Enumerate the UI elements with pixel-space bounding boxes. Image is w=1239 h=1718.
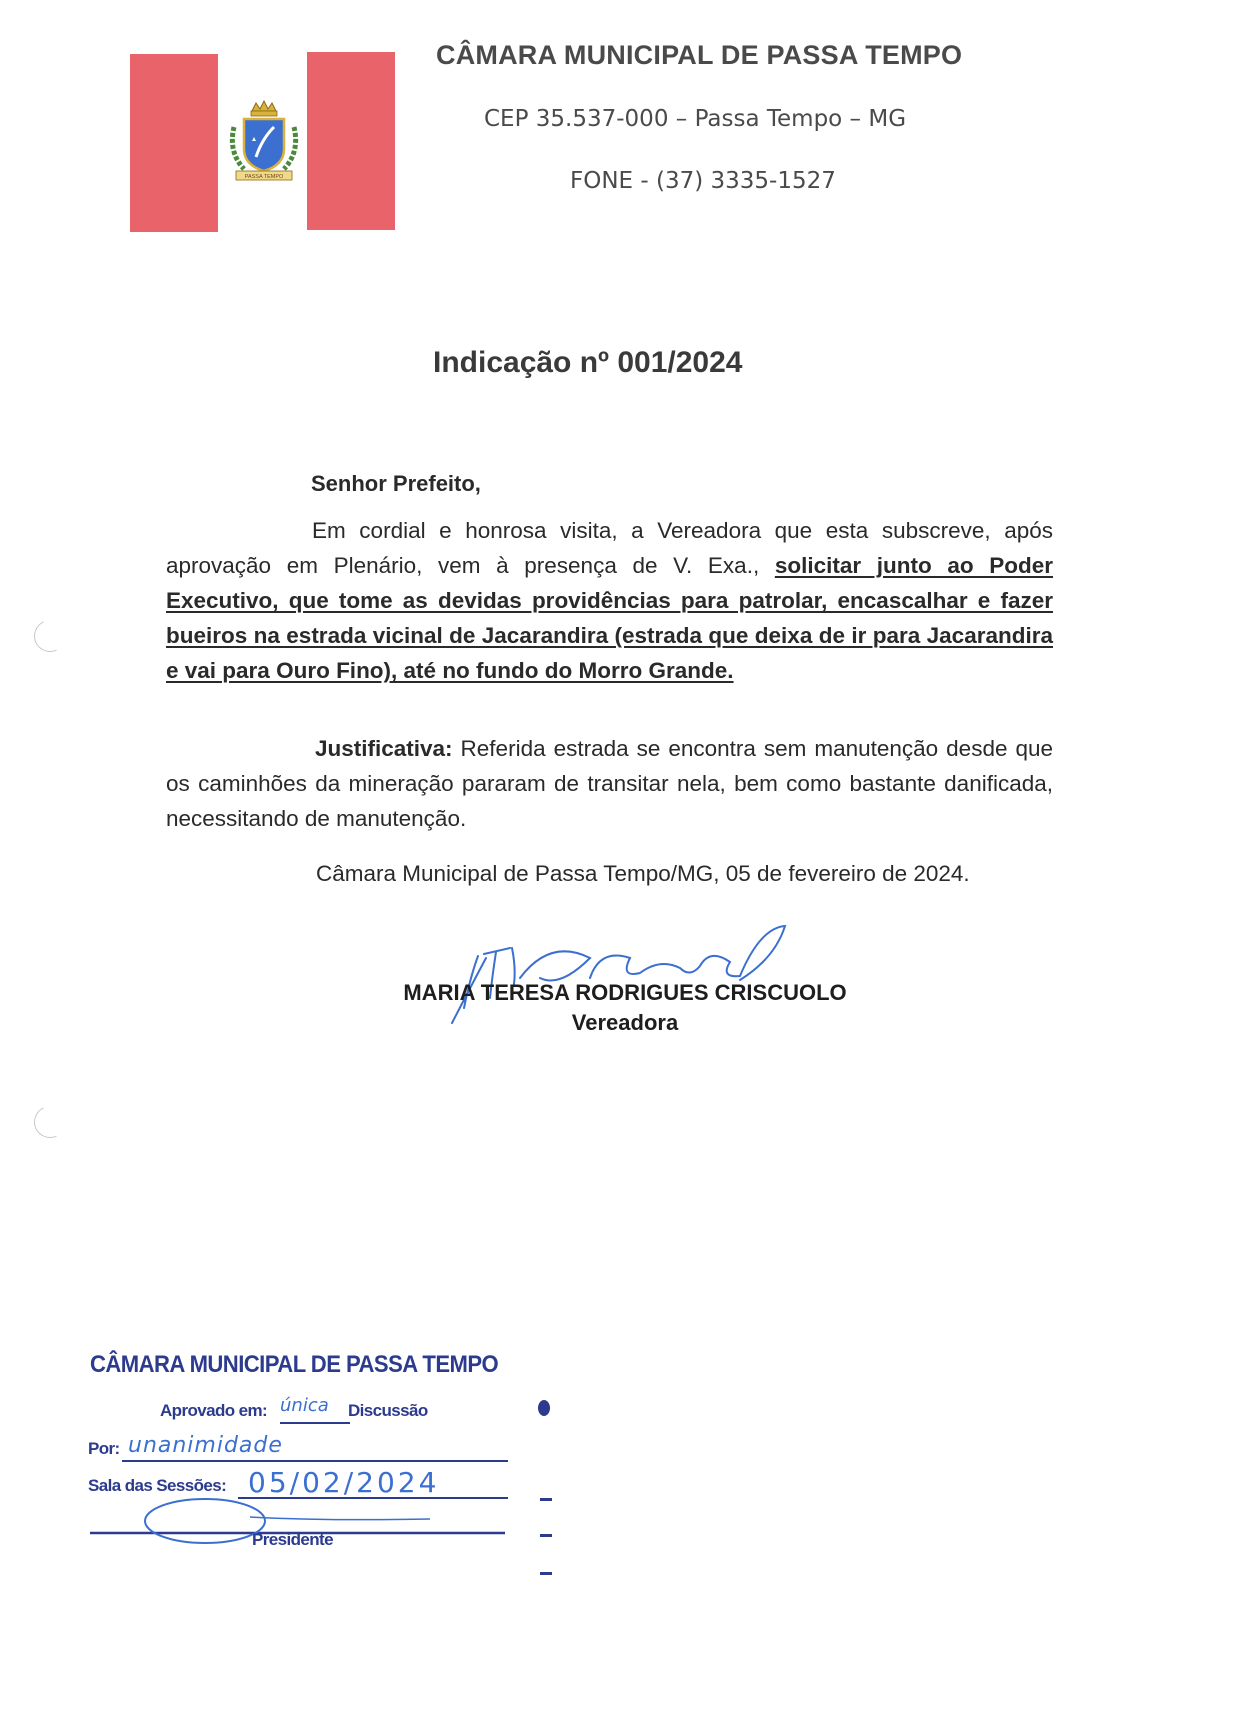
institution-address: CEP 35.537-000 – Passa Tempo – MG [484, 106, 907, 132]
signatory-role: Vereadora [571, 1010, 679, 1035]
ink-dash [540, 1534, 552, 1537]
stamp-session-label: Sala das Sessões: [88, 1476, 227, 1495]
stamp-session-value: 05/02/2024 [248, 1466, 440, 1499]
stamp-approved-value: única [280, 1395, 329, 1416]
institution-phone: FONE - (37) 3335-1527 [570, 168, 836, 194]
request-paragraph [166, 513, 1053, 688]
justification-label: Justificativa: [315, 736, 453, 761]
request-text: solicitar junto ao Poder Executivo, que tome as devidas providências para patrolar, encascalhar e fazer bueiros na estrada vicinal de Jacarandira (estrada que deixa de ir para Jacarandira e vai para Ouro Fino), até no fundo do Morro Grande. [166, 553, 1053, 683]
municipal-flag [130, 52, 395, 230]
approval-stamp [80, 1345, 580, 1575]
justification-paragraph [166, 731, 1053, 836]
stamp-approved-label: Aprovado em: [160, 1401, 268, 1420]
stamp-title: CÂMARA MUNICIPAL DE PASSA TEMPO [90, 1351, 499, 1378]
place-and-date: Câmara Municipal de Passa Tempo/MG, 05 de fevereiro de 2024. [316, 861, 970, 886]
salutation: Senhor Prefeito, [311, 471, 481, 496]
justification-text: Referida estrada se encontra sem manutenção desde que os caminhões da mineração pararam de transitar nela, bem como bastante danificada, necessitando de manutenção. [166, 736, 1053, 831]
ink-dot [538, 1400, 550, 1416]
coat-of-arms-icon [222, 97, 306, 189]
stamp-by-label: Por: [88, 1439, 120, 1458]
ink-dash [540, 1498, 552, 1501]
stamp-president-label: Presidente [252, 1530, 333, 1549]
punch-hole-mark [29, 615, 70, 656]
flag-red-band-left [130, 54, 218, 232]
stamp-discussion-label: Discussão [348, 1401, 428, 1420]
stamp-by-value: unanimidade [128, 1433, 283, 1458]
punch-hole-mark [29, 1101, 70, 1142]
institution-name: CÂMARA MUNICIPAL DE PASSA TEMPO [436, 40, 963, 70]
coat-motto: PASSA TEMPO [244, 174, 284, 180]
signatory-name: MARIA TERESA RODRIGUES CRISCUOLO [403, 980, 847, 1005]
ink-dash [540, 1572, 552, 1575]
document-title: Indicação nº 001/2024 [433, 346, 743, 379]
request-intro: Em cordial e honrosa visita, a Vereadora que esta subscreve, após aprovação em Plenário, vem à presença de V. Exa., [166, 518, 1053, 578]
flag-red-band-right [307, 52, 395, 230]
